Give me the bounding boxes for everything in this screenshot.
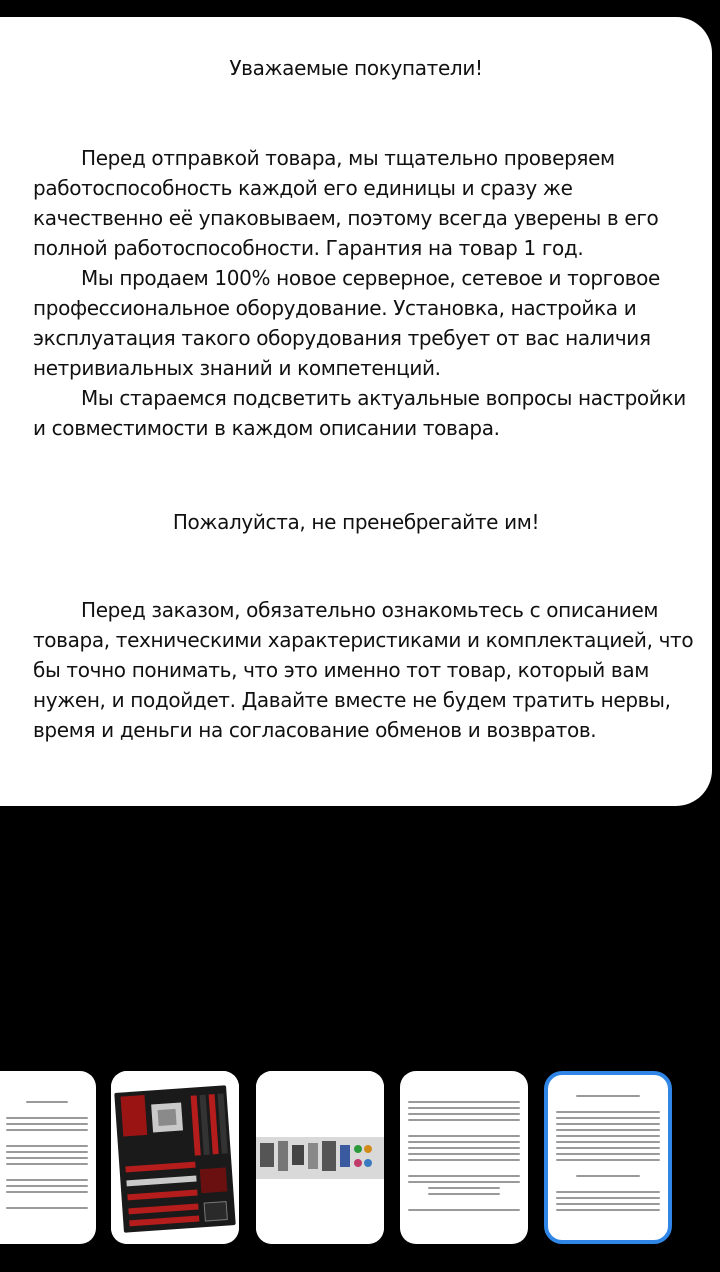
letter-greeting: Уважаемые покупатели! xyxy=(229,56,483,80)
thumbnail-important-notice[interactable] xyxy=(0,1071,96,1244)
thumbnail-text-preview xyxy=(408,1101,520,1215)
thumbnail-io-panel-photo[interactable] xyxy=(256,1071,384,1244)
letter-paragraph: Перед заказом, обязательно ознакомьтесь с описанием товара, техническими характеристиками и комплектацией, что бы точно понимать, что это именно тот товар, который вам нужен, и подойдет. Давайте вместе не будем тратить нервы, время и деньги на согласование обменов и возвратов. xyxy=(33,598,694,742)
thumbnail-strip xyxy=(0,1071,720,1244)
thumbnail-motherboard-photo[interactable] xyxy=(111,1071,239,1244)
letter-paragraph: Мы продаем 100% новое серверное, сетевое и торговое профессиональное оборудование. Установка, настройка и эксплуатация такого оборудования требует от вас наличия нетривиальных знаний и компетенций. xyxy=(33,266,660,380)
description-image xyxy=(0,17,712,806)
motherboard-image xyxy=(111,1071,239,1244)
thumbnail-text-preview xyxy=(6,1101,88,1213)
io-panel-image xyxy=(256,1071,384,1244)
thumbnail-text-preview xyxy=(556,1095,660,1215)
thumbnail-dear-customers[interactable] xyxy=(544,1071,672,1244)
letter-paragraph: Перед отправкой товара, мы тщательно проверяем работоспособность каждой его единицы и сразу же качественно её упаковываем, поэтому всегда уверены в его полной работоспособности. Гарантия на товар 1 год. xyxy=(33,146,659,260)
thumbnail-company-info[interactable] xyxy=(400,1071,528,1244)
letter-notice: Пожалуйста, не пренебрегайте им! xyxy=(172,510,540,534)
letter-paragraph: Мы стараемся подсветить актуальные вопросы настройки и совместимости в каждом описании товара. xyxy=(33,386,686,440)
